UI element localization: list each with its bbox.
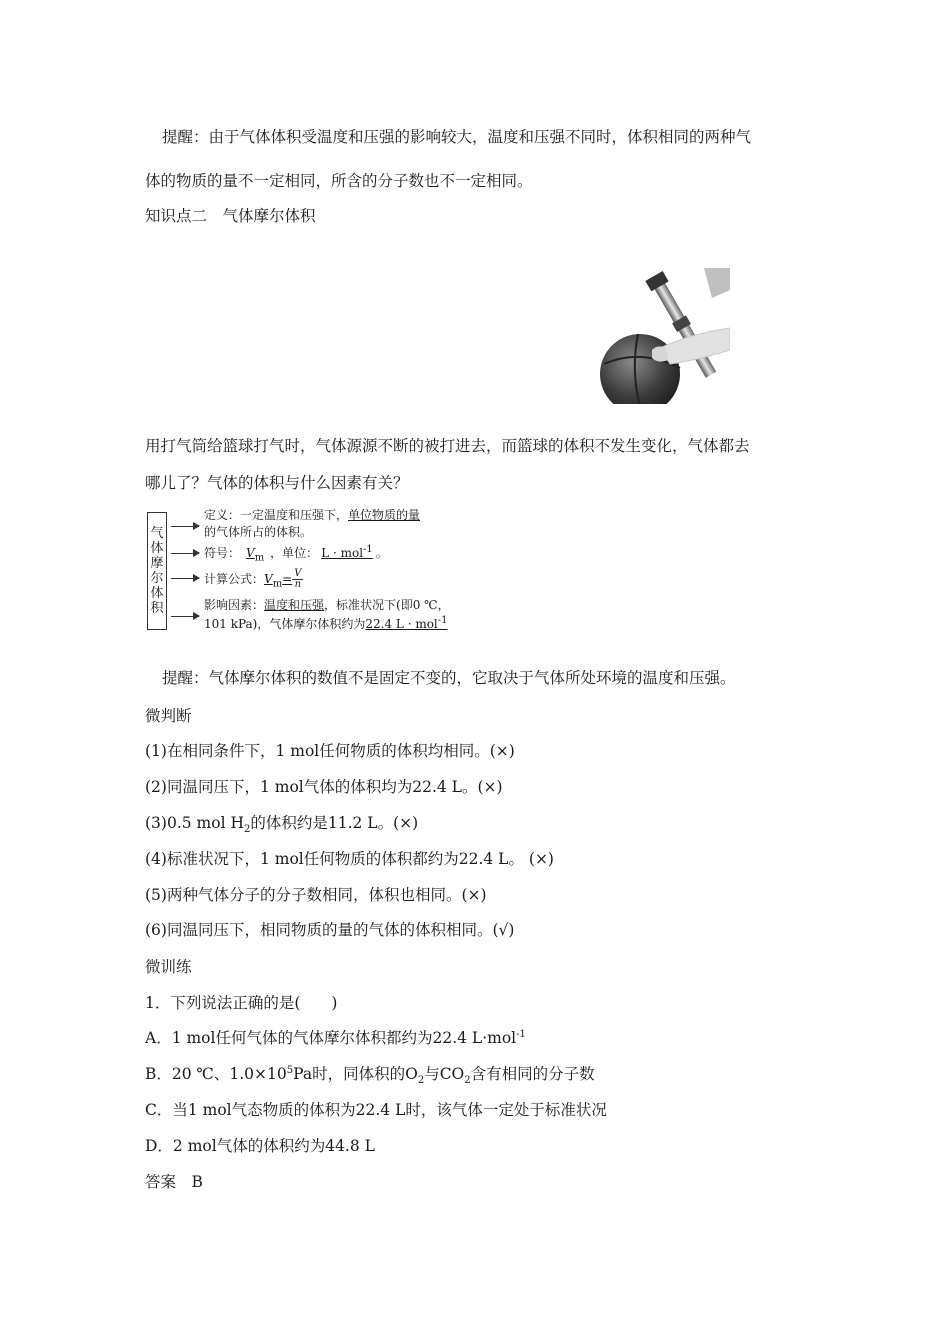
section-title: 知识点二 气体摩尔体积	[145, 207, 316, 225]
diagram-definition-line2: 的气体所占的体积。	[204, 525, 313, 539]
diagram-vertical-label	[147, 512, 167, 630]
option-d: D．2 mol气体的体积约为44.8 L	[145, 1137, 375, 1155]
factor-underlined: 温度和压强	[264, 598, 325, 612]
question-line-2: 哪儿了？气体的体积与什么因素有关？	[145, 474, 409, 492]
option-c: C．当1 mol气态物质的体积为22.4 L时，该气体一定处于标准状况	[145, 1101, 607, 1119]
judge-item-2: (2)同温同压下，1 mol气体的体积均为22.4 L。(×)	[145, 778, 503, 796]
reminder-line-1: 提醒：由于气体体积受温度和压强的影响较大，温度和压强不同时，体积相同的两种气	[162, 128, 752, 146]
unit-value: L · mol$^{-1}$	[321, 544, 373, 560]
factor-line2-value: 22.4 L · mol$^{-1}$	[365, 615, 448, 631]
judge-item-4: (4)标准状况下，1 mol任何物质的体积都约为22.4 L。 (×)	[145, 850, 554, 868]
label-char: 摩	[150, 556, 164, 571]
train-title: 微训练	[145, 958, 192, 976]
diagram-definition	[204, 508, 420, 523]
factor-prefix: 影响因素：	[204, 598, 265, 612]
symbol-end: 。	[375, 546, 388, 560]
judge-item-1: (1)在相同条件下，1 mol任何物质的体积均相同。(×)	[145, 742, 515, 760]
formula-prefix: 计算公式：	[204, 572, 265, 586]
definition-prefix: 定义：一定温度和压强下，	[204, 508, 349, 522]
answer: 答案 B	[145, 1173, 203, 1191]
arrow-icon	[171, 616, 199, 617]
diagram-factors	[204, 598, 450, 613]
symbol-value: $V_m$	[246, 546, 265, 564]
judge-item-5: (5)两种气体分子的分子数相同，体积也相同。(×)	[145, 886, 487, 904]
diagram-symbol	[204, 544, 388, 564]
label-char: 气	[150, 526, 164, 541]
label-char: 尔	[150, 571, 164, 586]
judge-title: 微判断	[145, 707, 192, 725]
basketball-pump-photo	[594, 268, 730, 404]
option-a: A．1 mol任何气体的气体摩尔体积都约为22.4 L·mol$^{-1}$	[145, 1028, 526, 1047]
arrow-icon	[171, 526, 199, 527]
question-1: 1．下列说法正确的是( )	[145, 994, 338, 1012]
label-char: 体	[150, 586, 164, 601]
formula-value: $V_m=$ $\frac{V}{n}$	[264, 568, 302, 590]
definition-underlined: 单位物质的量	[348, 508, 421, 522]
option-b: B．20 ℃、$1.0\times 10^5Pa$时，同体积的$O_2$与$CO_2$含有相同的分子数	[145, 1064, 595, 1087]
label-char: 体	[150, 541, 164, 556]
arrow-icon	[171, 553, 199, 554]
reminder-2: 提醒：气体摩尔体积的数值不是固定不变的，它取决于气体所处环境的温度和压强。	[162, 669, 736, 687]
factor-mid: ，标准状况下(即0 ℃，	[324, 598, 450, 612]
molar-volume-diagram	[145, 506, 455, 636]
symbol-prefix: 符号：	[204, 546, 241, 560]
symbol-mid: ，单位：	[270, 546, 319, 560]
diagram-factors-line2	[204, 617, 448, 632]
reminder-line-2: 体的物质的量不一定相同，所含的分子数也不一定相同。	[145, 172, 533, 190]
judge-item-6: (6)同温同压下，相同物质的量的气体的体积相同。(√)	[145, 921, 515, 939]
diagram-formula	[204, 569, 303, 590]
arrow-icon	[171, 578, 199, 579]
question-line-1: 用打气筒给篮球打气时，气体源源不断的被打进去，而篮球的体积不发生变化，气体都去	[145, 437, 750, 455]
judge-item-3: (3)0.5 mol $H_2$的体积约是11.2 L。(×)	[145, 814, 419, 836]
label-char: 积	[150, 601, 164, 616]
factor-line2-prefix: 101 kPa)，气体摩尔体积约为	[204, 617, 366, 631]
